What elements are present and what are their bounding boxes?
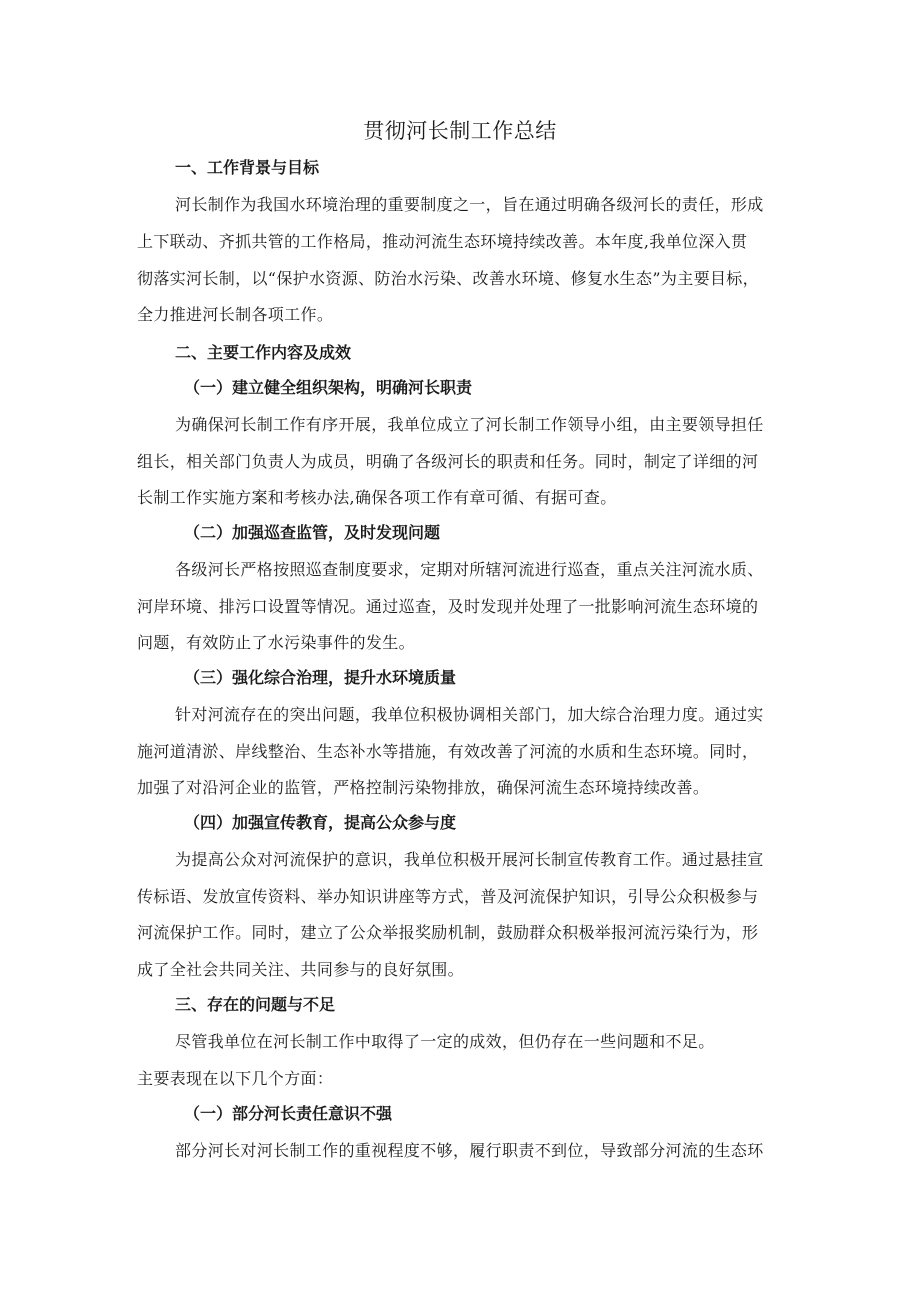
paragraph-line: 问题，有效防止了水污染事件的发生。 <box>137 633 415 652</box>
paragraph-line: 为提高公众对河流保护的意识，我单位积极开展河长制宣传教育工作。通过悬挂宣 <box>175 850 764 869</box>
subsection-heading-2-4: （四）加强宣传教育，提高公众参与度 <box>184 813 457 832</box>
paragraph-line: 全力推进河长制各项工作。 <box>137 305 334 324</box>
section-heading-1: 一、工作背景与目标 <box>175 158 320 177</box>
paragraph-line: 传标语、发放宣传资料、举办知识讲座等方式，普及河流保护知识，引导公众积极参与 <box>137 887 759 906</box>
paragraph-line: 组长，相关部门负责人为成员，明确了各级河长的职责和任务。同时，制定了详细的河 <box>137 452 759 471</box>
paragraph-line: 各级河长严格按照巡查制度要求，定期对所辖河流进行巡查，重点关注河流水质、 <box>175 560 764 579</box>
paragraph-line: 施河道清淤、岸线整治、生态补水等措施，有效改善了河流的水质和生态环境。同时， <box>137 742 759 761</box>
paragraph-line: 成了全社会共同关注、共同参与的良好氛围。 <box>137 960 465 979</box>
paragraph-line: 加强了对沿河企业的监管，严格控制污染物排放，确保河流生态环境持续改善。 <box>137 778 710 797</box>
paragraph-line: 彻落实河长制，以“保护水资源、防治水污染、改善水环境、修复水生态”为主要目标， <box>137 269 760 288</box>
paragraph-line: 河岸环境、排污口设置等情况。通过巡查，及时发现并处理了一批影响河流生态环境的 <box>137 597 759 616</box>
paragraph-line: 上下联动、齐抓共管的工作格局，推动河流生态环境持续改善。本年度,我单位深入贯 <box>137 232 748 251</box>
paragraph-line: 主要表现在以下几个方面： <box>137 1069 334 1088</box>
paragraph-line: 针对河流存在的突出问题，我单位积极协调相关部门，加大综合治理力度。通过实 <box>175 705 764 724</box>
paragraph-line: 部分河长对河长制工作的重视程度不够，履行职责不到位，导致部分河流的生态环 <box>175 1141 764 1160</box>
paragraph-line: 河流保护工作。同时，建立了公众举报奖励机制，鼓励群众积极举报河流污染行为，形 <box>137 923 759 942</box>
paragraph-line: 为确保河长制工作有序开展，我单位成立了河长制工作领导小组，由主要领导担任 <box>175 415 764 434</box>
subsection-heading-2-3: （三）强化综合治理，提升水环境质量 <box>184 668 457 687</box>
document-title: 贯彻河长制工作总结 <box>363 119 557 143</box>
subsection-heading-2-1: （一）建立健全组织架构，明确河长职责 <box>184 378 473 397</box>
paragraph-line: 尽管我单位在河长制工作中取得了一定的成效，但仍存在一些问题和不足。 <box>175 1032 715 1051</box>
paragraph-line: 河长制作为我国水环境治理的重要制度之一，旨在通过明确各级河长的责任，形成 <box>175 195 764 214</box>
section-heading-2: 二、主要工作内容及成效 <box>175 343 352 362</box>
subsection-heading-2-2: （二）加强巡查监管，及时发现问题 <box>184 523 441 542</box>
section-heading-3: 三、存在的问题与不足 <box>175 995 336 1014</box>
subsection-heading-3-1: （一）部分河长责任意识不强 <box>184 1104 393 1123</box>
paragraph-line: 长制工作实施方案和考核办法,确保各项工作有章可循、有据可查。 <box>137 488 617 507</box>
